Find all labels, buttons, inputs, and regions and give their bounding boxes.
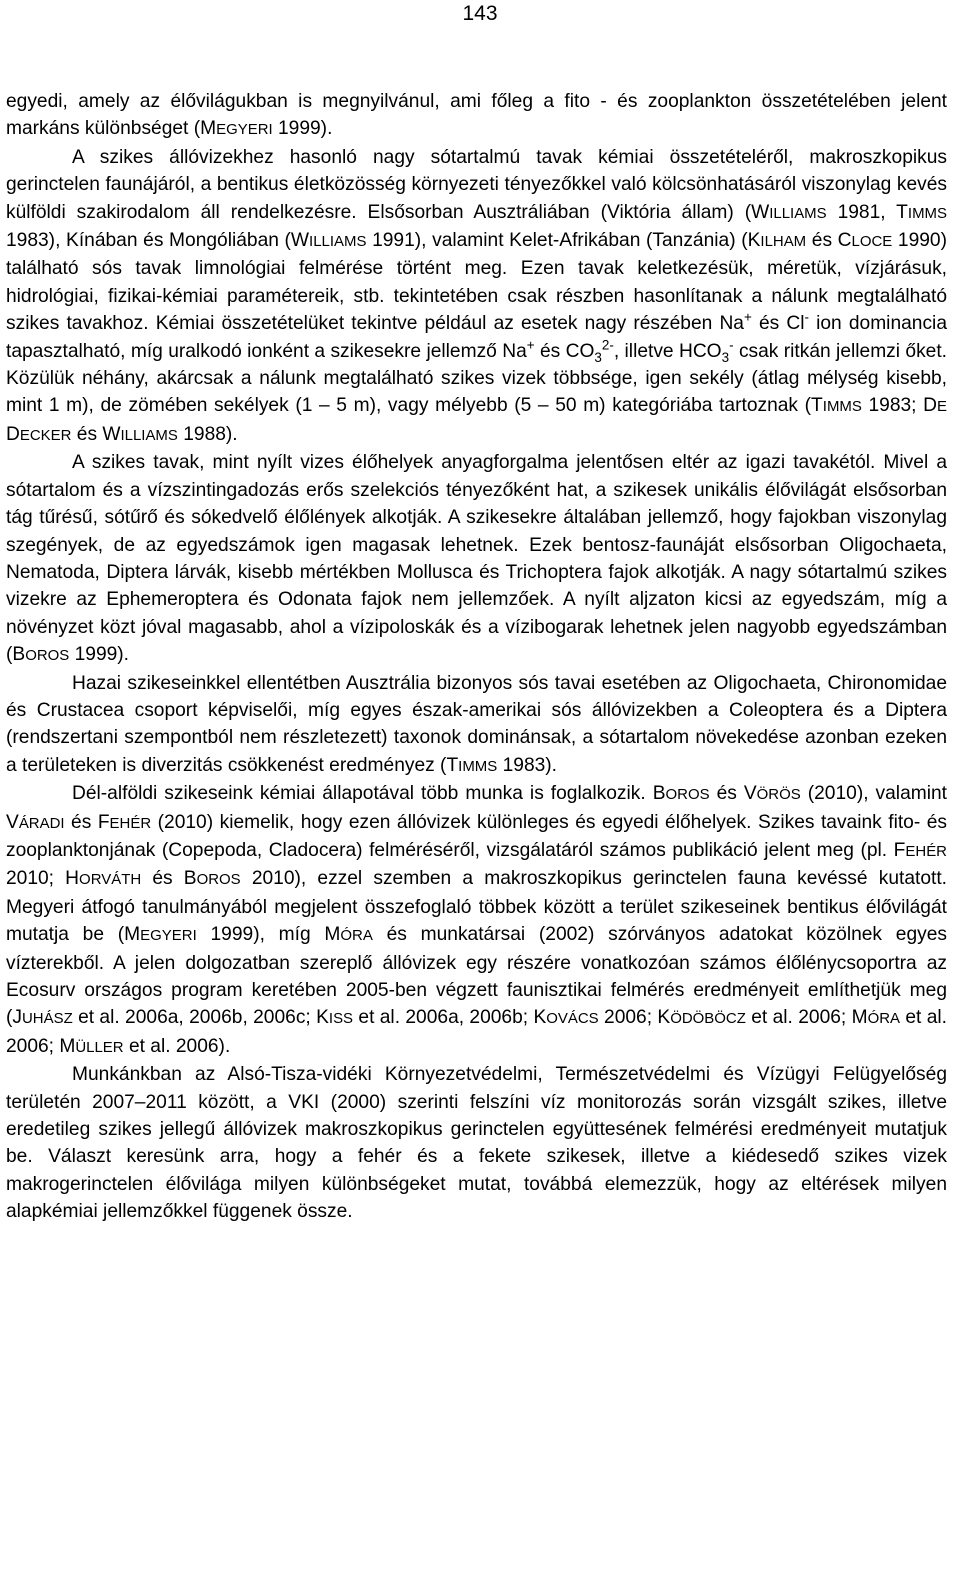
body-paragraph: Munkánkban az Alsó-Tisza-vidéki Környezetvédelmi, Természetvédelmi és Vízügyi Felügyelőség területén 2007–2011 között, a VKI (2000) szerinti felszíni víz monitorozás során vizsgált szikes, illetve eredetileg szikes jellegű állóvizek makroszkopikus gerinctelen együttesének felmérési eredményeit mutatjuk be. Választ keresünk arra, hogy a fehér és a fekete szikesek, illetve a kiédesedő szikes vizek makrogerinctelen élővilága milyen különbségeket mutat, továbbá elemezzük, hogy az eltérések milyen alapkémiai jellemzőkkel függenek össze. (6, 1064, 947, 1223)
body-paragraph: A szikes állóvizekhez hasonló nagy sótartalmú tavak kémiai összetételéről, makroszkopikus gerinctelen faunájáról, a bentikus életközösség környezeti tényezőkkel való kölcsönhatásáról viszonylag kevés külföldi szakirodalom áll rendelkezésre. Elsősorban Ausztráliában (Viktória állam) (WILLIAMS 1981, TIMMS 1983), Kínában és Mongóliában (WILLIAMS 1991), valamint Kelet-Afrikában (Tanzánia) (KILHAM és CLOCE 1990) található sós tavak limnológiai felmérése történt meg. Ezen tavak keletkezésük, méretük, vízjárásuk, hidrológiai, fizikai-kémiai paramétereik, stb. tekintetében csak részben hasonlítanak a nálunk megtalálható szikes tavakhoz. Kémiai összetételüket tekintve például az esetek nagy részében Na+ és Cl- ion dominancia tapasztalható, míg uralkodó ionként a szikesekre jellemző Na+ és $CO_3^{2-}$, illetve $HCO_3^-$ csak ritkán jellemzi őket. Közülük néhány, akárcsak a nálunk megtalálható szikes vizek többsége, igen sekély (átlag mélység kisebb, mint 1 m), de zömében sekélyek (1 – 5 m), vagy mélyebb (5 – 50 m) kategóriába tartoznak (TIMMS 1983; DE DECKER és WILLIAMS 1988). (6, 146, 948, 445)
body-paragraph: Hazai szikeseinkkel ellentétben Ausztrália bizonyos sós tavai esetében az Oligochaeta, Chironomidae és Crustacea csoport képviselői, míg egyes észak-amerikai sós állóvizekben a Coleoptera és a Diptera (rendszertani szempontból nem részletezett) taxonok dominánsak, a sótartalom növekedése azonban ezeken a területeken is diverzitás csökkenést eredményez (TIMMS 1983). (6, 672, 947, 776)
document-body (6, 88, 947, 1226)
page-number: 143 (462, 2, 498, 25)
body-paragraph: Dél-alföldi szikeseink kémiai állapotával több munka is foglalkozik. BOROS és VÖRÖS (2010), valamint VÁRADI és FEHÉR (2010) kiemelik, hogy ezen állóvizek különleges és egyedi élőhelyek. Szikes tavaink fito- és zooplanktonjának (Copepoda, Cladocera) felméréséről, vizsgálatáról számos publikáció jelent meg (pl. FEHÉR 2010; HORVÁTH és BOROS 2010), ezzel szemben a makroszkopikus gerinctelen fauna kevéssé kutatott. Megyeri átfogó tanulmányából megjelent összefoglaló többek között a terület szikeseinek bentikus élővilágát mutatja be (MEGYERI 1999), míg MÓRA és munkatársai (2002) szórványos adatokat közölnek egyes vízterekből. A jelen dolgozatban szereplő állóvizek egy részére vonatkozóan számos élőlénycsoportra az Ecosurv országos program keretében 2005-ben végzett faunisztikai felmérés eredményeit említhetjük meg (JUHÁSZ et al. 2006a, 2006b, 2006c; KISS et al. 2006a, 2006b; KOVÁCS 2006; KÖDÖBÖCZ et al. 2006; MÓRA et al. 2006; MÜLLER et al. 2006). (6, 783, 947, 1057)
body-paragraph: A szikes tavak, mint nyílt vizes élőhelyek anyagforgalma jelentősen eltér az igazi tavakétól. Mivel a sótartalom és a vízszintingadozás erős szelekciós tényezőként hat, a szikesek unikális élővilágát elsősorban tág tűrésű, sótűrő és sókedvelő élőlények alkotják. A szikesekre általában jellemző, hogy fajokban viszonylag szegények, de az egyedszámok igen magasak lehetnek. Ezek bentosz-faunáját elsősorban Oligochaeta, Nematoda, Diptera lárvák, kisebb mértékben Mollusca és Trichoptera fajok alkotják. A nagy sótartalmú szikes vizekre az Ephemeroptera és Odonata fajok nem jellemzőek. A nyílt aljzaton kicsi az egyedszám, míg a növényzet közt jóval magasabb, ahol a vízipoloskák és a vízibogarak lehetnek jelen nagyobb egyedszámban (BOROS 1999). (6, 452, 947, 666)
body-paragraph: egyedi, amely az élővilágukban is megnyilvánul, ami főleg a fito - és zooplankton összetételében jelent markáns különbséget (MEGYERI 1999). (6, 91, 947, 140)
